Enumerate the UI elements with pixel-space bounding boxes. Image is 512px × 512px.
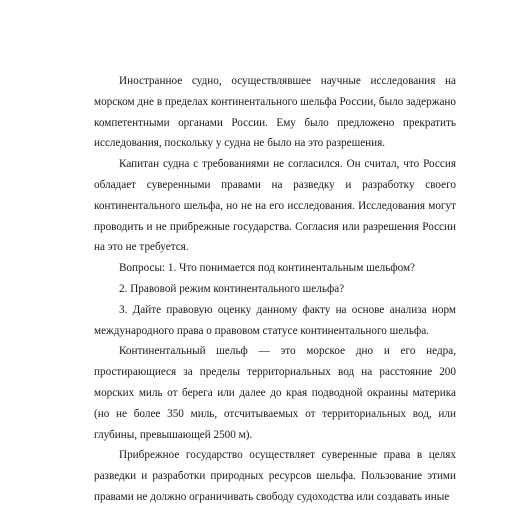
paragraph-shelf-definition: Континентальный шельф — это морское дно и его недра, простирающиеся за пределы территориальных вод на расстояние 200 морских миль от берега или далее до края подводной окраины материка (но не более 350 миль, отсчитываемых от территориальных вод, или глубины, превышающей 2500 м). (94, 345, 456, 441)
paragraph-captain-position: Капитан судна с требованиями не согласился. Он считал, что Россия обладает суверенными правами на разведку и разработку своего континентального шельфа, но не на его исследования. Исследования могут проводить и не прибрежные государства. Согласия или разрешения России на это не требуется. (94, 158, 456, 254)
document-body (94, 71, 456, 508)
paragraph-coastal-state-rights: Прибрежное государство осуществляет суверенные права в целях разведки и разработки природных ресурсов шельфа. Пользование этими правами не должно ограничивать свободу судоходства или создавать иные (94, 449, 456, 503)
question-2: 2. Правовой режим континентального шельфа? (119, 282, 345, 295)
paragraph-case-description: Иностранное судно, осуществлявшее научные исследования на морском дне в пределах континентального шельфа России, было задержано компетентными органами России. Ему было предложено прекратить исследования, поскольку у судна не было на это разрешения. (94, 75, 456, 150)
question-3: 3. Дайте правовую оценку данному факту на основе анализа норм международного права о правовом статусе континентального шельфа. (94, 303, 456, 337)
question-1: Вопросы: 1. Что понимается под континентальным шельфом? (119, 262, 416, 275)
